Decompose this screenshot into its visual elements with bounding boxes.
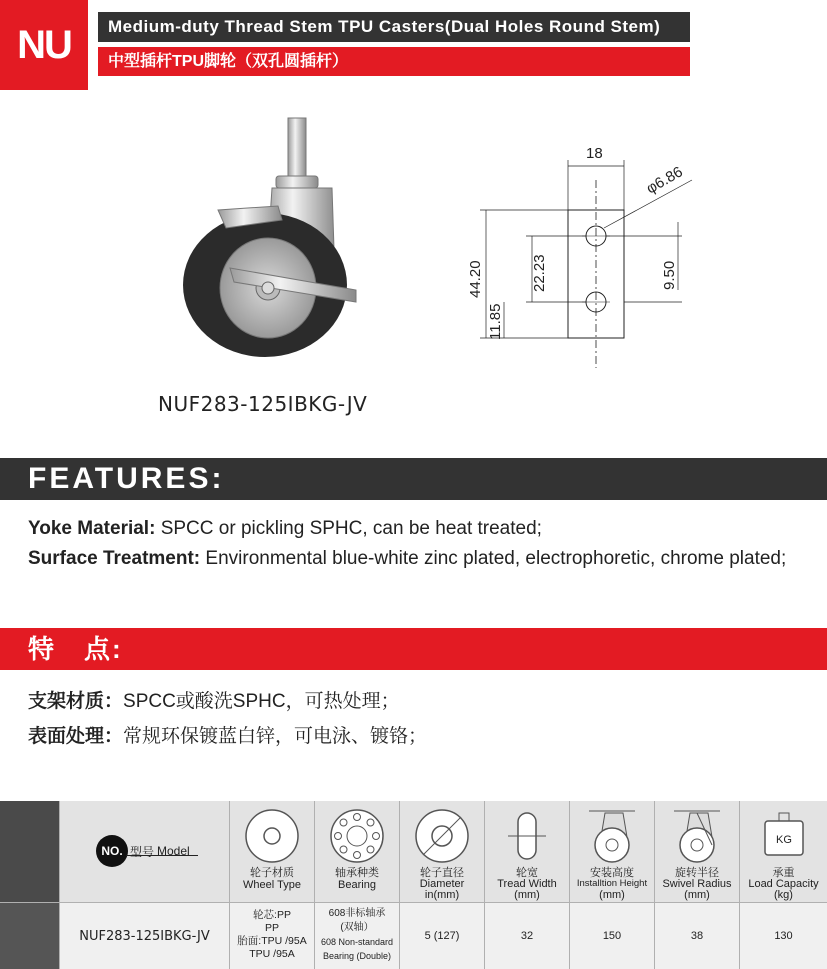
row-installation-height: 150: [602, 930, 622, 942]
row-installation-height-cell: [570, 903, 655, 969]
product-model-caption: NUF283-125IBKG-JV: [158, 392, 368, 416]
feature-cn-yoke-label: 支架材质：: [28, 691, 124, 712]
row-diameter-cell: [400, 903, 485, 969]
table-row-left-block: [0, 903, 60, 969]
feature-yoke-label: Yoke Material:: [28, 518, 156, 539]
row-model: NUF283-125IBKG-JV: [79, 928, 210, 944]
dim-bottom-label: 11.85: [487, 303, 504, 340]
row-diameter: 5 (127): [424, 930, 460, 942]
row-load-capacity: 130: [774, 930, 793, 942]
dim-width-label: 18: [586, 145, 603, 162]
row-tread-width: 32: [520, 930, 534, 942]
row-wheel-type-line2: PP: [264, 922, 279, 934]
feature-yoke: [28, 518, 542, 540]
dim-hole-to-hole-label: 22.23: [531, 254, 548, 292]
dim-total-label: 44.20: [467, 260, 484, 298]
brand-badge: NU: [0, 0, 88, 90]
caster-product-image: [160, 110, 380, 360]
installation-height-unit: (mm): [599, 889, 625, 901]
row-wheel-type-line3: 胎面:TPU /95A: [237, 935, 307, 947]
feature-cn-surface-text: 常规环保镀蓝白锌，可电泳、镀铬；: [123, 726, 428, 747]
row-swivel-radius: 38: [690, 930, 704, 942]
dim-mid-label: 9.50: [661, 260, 678, 290]
row-load-capacity-cell: [740, 903, 827, 969]
tread-width-unit: (mm): [514, 889, 540, 901]
tread-width-en: Tread Width: [497, 878, 557, 890]
feature-yoke-text: SPCC or pickling SPHC, can be heat treated;: [155, 518, 542, 539]
table-header-swivel-radius: [655, 801, 740, 902]
bearing-icon: [328, 807, 386, 865]
load-capacity-badge: KG: [775, 834, 792, 846]
row-wheel-type-line4: TPU /95A: [249, 948, 295, 960]
wheel-type-cn: 轮子材质: [250, 867, 294, 879]
row-bearing-line2: (双轴）: [340, 922, 374, 933]
feature-surface-label: Surface Treatment:: [28, 548, 201, 569]
diameter-icon: [413, 807, 471, 865]
feature-cn-yoke-text: SPCC或酸洗SPHC，可热处理；: [123, 691, 400, 712]
dim-hole-label: φ6.86: [643, 163, 686, 198]
diameter-en: Diameter: [419, 878, 465, 890]
feature-surface-text: Environmental blue-white zinc plated, electrophoretic, chrome plated;: [200, 548, 787, 569]
table-header-bearing: [315, 801, 400, 902]
feature-surface: [28, 548, 786, 570]
row-bearing-line1: 608非标轴承: [328, 908, 386, 919]
swivel-radius-unit: (mm): [684, 889, 710, 901]
stem-dimension-drawing: [460, 130, 710, 380]
bearing-cn: 轴承种类: [335, 867, 379, 879]
row-bearing-line4: Bearing (Double): [322, 951, 392, 961]
installation-height-en: Installtion Height: [576, 878, 648, 889]
installation-height-cn: 安装高度: [590, 867, 634, 879]
features-cn-heading: 特 点:: [0, 628, 827, 670]
wheel-type-en: Wheel Type: [243, 879, 301, 891]
features-heading: FEATURES:: [0, 458, 827, 500]
load-capacity-en: Load Capacity: [748, 878, 819, 890]
swivel-radius-icon: [668, 807, 726, 865]
swivel-radius-en: Swivel Radius: [662, 878, 732, 890]
table-row: [60, 903, 230, 969]
swivel-radius-cn: 旋转半径: [675, 867, 719, 879]
load-capacity-icon: [755, 807, 813, 865]
wheel-type-icon: [243, 807, 301, 865]
table-header-load-capacity: [740, 801, 827, 902]
row-wheel-type: [230, 903, 315, 969]
tread-width-cn: 轮宽: [516, 867, 538, 879]
table-header-installation-height: [570, 801, 655, 902]
feature-cn-surface-label: 表面处理：: [28, 726, 124, 747]
row-bearing-line3: 608 Non-standard: [320, 937, 394, 947]
diameter-cn: 轮子直径: [420, 867, 464, 879]
table-header-tread-width: [485, 801, 570, 902]
table-header-left-block: [0, 801, 60, 902]
row-swivel-radius-cell: [655, 903, 740, 969]
model-header-cn: 型号: [130, 844, 155, 859]
installation-height-icon: [583, 807, 641, 865]
title-english: Medium-duty Thread Stem TPU Casters(Dual Holes Round Stem): [98, 12, 690, 42]
spec-table: [0, 801, 827, 969]
model-header-en: Model: [157, 844, 190, 858]
table-header-model: [60, 801, 230, 902]
diameter-unit: in(mm): [424, 889, 460, 901]
model-no-badge: NO.: [96, 835, 128, 867]
table-header-wheel-type: [230, 801, 315, 902]
load-capacity-cn: 承重: [772, 867, 795, 879]
table-header-diameter: [400, 801, 485, 902]
tread-width-icon: [498, 807, 556, 865]
feature-cn-surface: [28, 721, 427, 748]
title-chinese: 中型插杆TPU脚轮（双孔圆插杆）: [98, 47, 690, 76]
feature-cn-yoke: [28, 686, 400, 713]
row-wheel-type-line1: 轮芯:PP: [253, 909, 291, 921]
load-capacity-unit: (kg): [774, 889, 793, 901]
row-bearing: [315, 903, 400, 969]
bearing-en: Bearing: [338, 879, 376, 891]
row-tread-width-cell: [485, 903, 570, 969]
